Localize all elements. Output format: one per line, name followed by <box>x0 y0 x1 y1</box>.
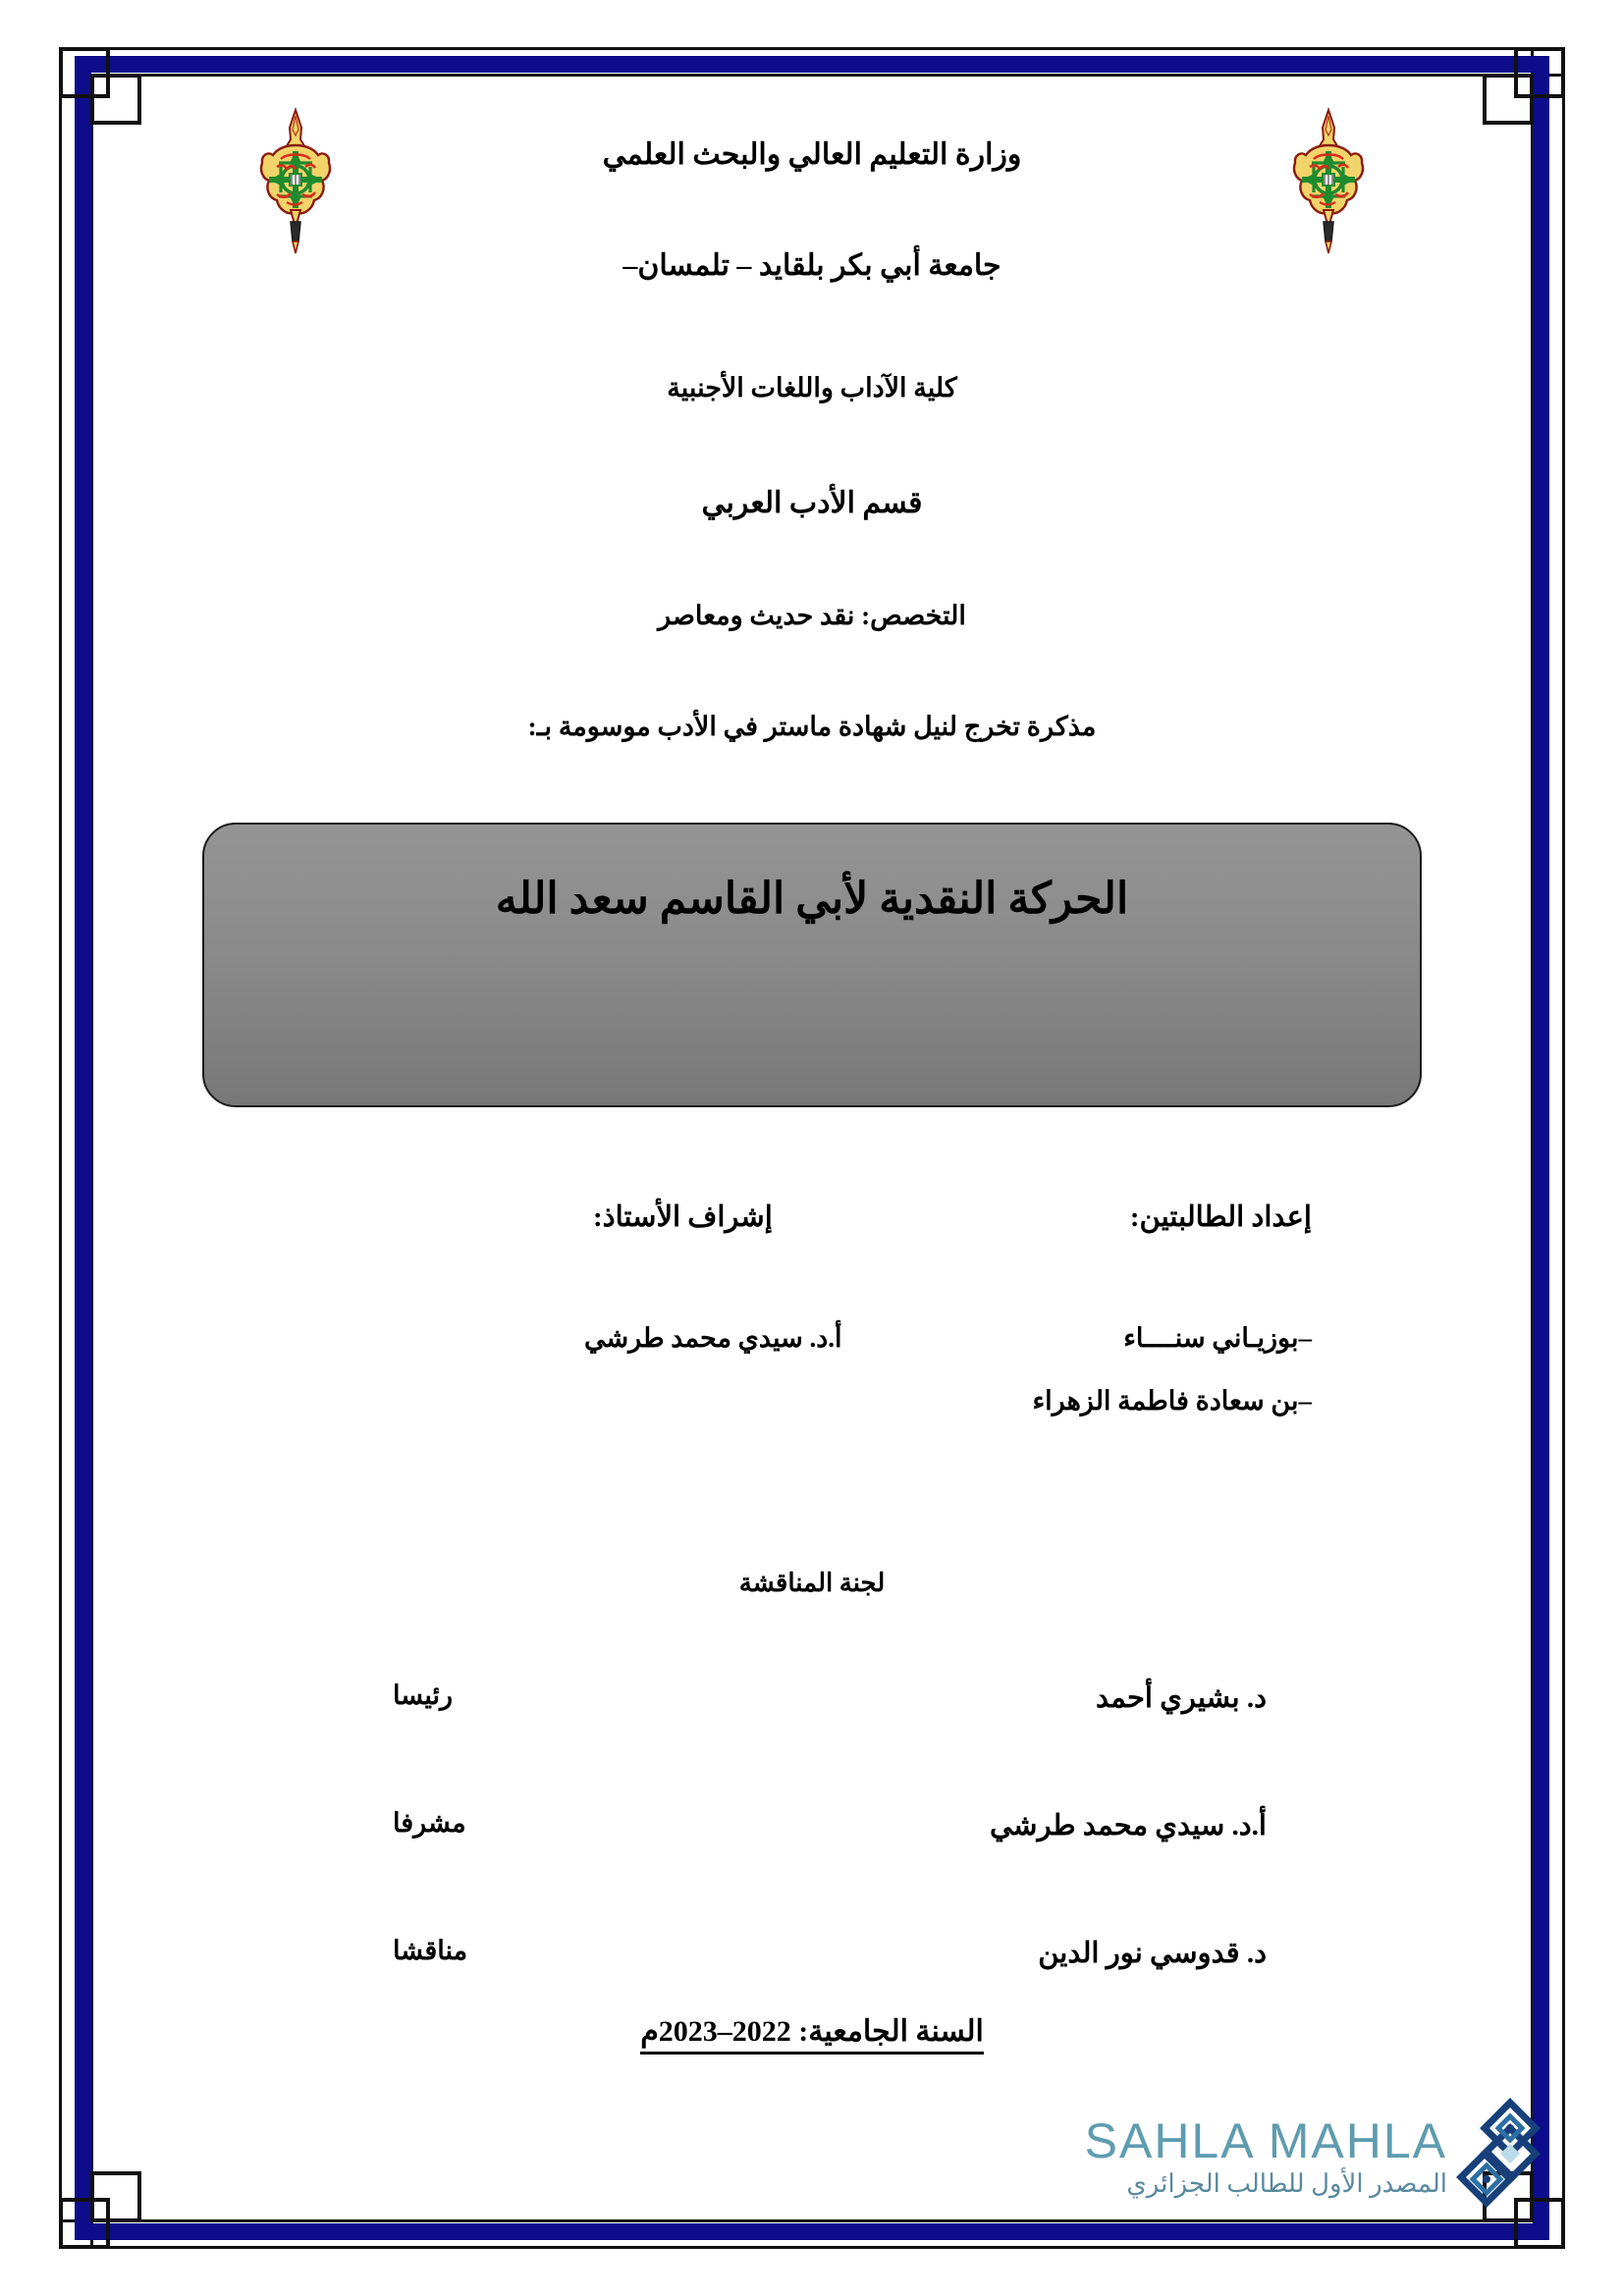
ministry-line: وزارة التعليم العالي والبحث العلمي <box>602 138 1022 171</box>
supervisor-label: إشراف الأستاذ: <box>593 1201 773 1233</box>
jury-member-role: رئيسا <box>393 1681 454 1710</box>
faculty-line: كلية الآداب واللغات الأجنبية <box>667 373 957 402</box>
jury-member-role: مشرفا <box>393 1808 466 1838</box>
supervisor-name: أ.د. سيدي محمد طرشي <box>584 1323 842 1353</box>
jury-member-name: أ.د. سيدي محمد طرشي <box>990 1810 1267 1842</box>
academic-year-value: السنة الجامعية: 2022–2023م <box>640 2015 984 2055</box>
specialization-line: التخصص: نقد حديث ومعاصر <box>658 601 966 630</box>
university-line: جامعة أبي بكر بلقايد – تلمسان– <box>623 249 1001 282</box>
thesis-title: الحركة النقدية لأبي القاسم سعد الله <box>495 875 1129 923</box>
jury-member-role: مناقشا <box>393 1936 468 1965</box>
jury-row <box>0 1936 1624 1975</box>
academic-year-line <box>0 2014 1624 2049</box>
thesis-title-box <box>202 823 1422 1107</box>
watermark-brand: SAHLA MAHLA <box>1084 2113 1447 2168</box>
student-name-1: –بوزيـاني سنــــاء <box>1123 1323 1312 1353</box>
jury-member-name: د. قدوسي نور الدين <box>1038 1938 1267 1969</box>
student-name-2: –بن سعادة فاطمة الزهراء <box>1032 1386 1312 1415</box>
watermark-tagline: المصدر الأول للطالب الجزائري <box>1126 2169 1447 2198</box>
department-line: قسم الأدب العربي <box>701 487 923 519</box>
jury-row <box>0 1681 1624 1720</box>
degree-statement-line: مذكرة تخرج لنيل شهادة ماستر في الأدب موسومة بـ: <box>527 712 1097 741</box>
sahla-mahla-watermark <box>1045 2105 1565 2242</box>
jury-row <box>0 1808 1624 1847</box>
jury-heading: لجنة المناقشة <box>738 1569 886 1597</box>
jury-member-name: د. بشيري أحمد <box>1095 1682 1267 1714</box>
sahla-mahla-diamond-logo <box>1451 2095 1569 2213</box>
students-label: إعداد الطالبتين: <box>1129 1201 1312 1233</box>
